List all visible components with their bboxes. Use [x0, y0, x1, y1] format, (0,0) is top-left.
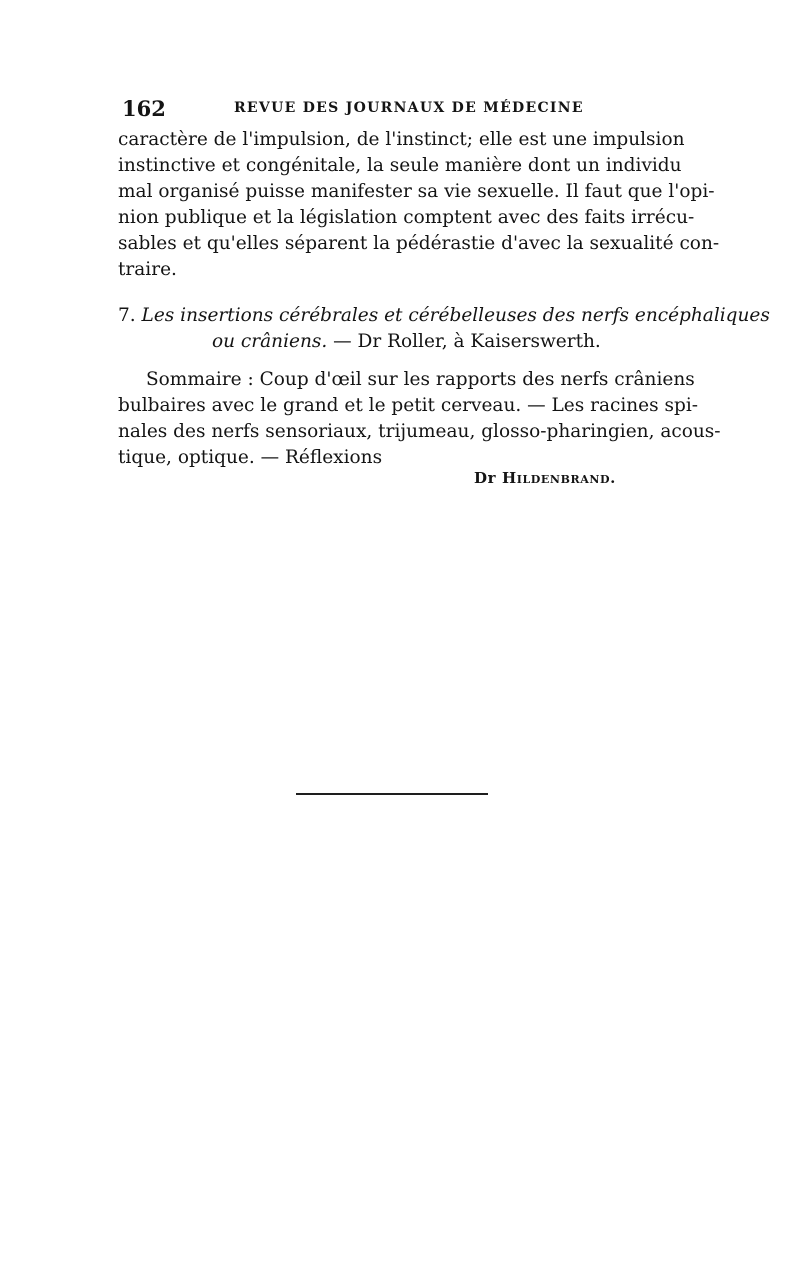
paragraph-line: nion publique et la législation comptent avec des faits irrécu-	[118, 207, 695, 228]
signature-name: Hildenbrand.	[501, 469, 616, 487]
summary-line: bulbaires avec le grand et le petit cerveau. — Les racines spi-	[118, 395, 699, 416]
paragraph-line: instinctive et congénitale, la seule manière dont un individu	[118, 155, 682, 176]
item-title: Les insertions cérébrales et cérébelleuses des nerfs encéphaliques	[141, 305, 770, 326]
item-number: 7.	[118, 305, 136, 326]
running-title: REVUE DES JOURNAUX DE MÉDECINE	[234, 100, 584, 116]
paragraph-line: sables et qu'elles séparent la pédérastie d'avec la sexualité con-	[118, 233, 720, 254]
signature-prefix: Dr	[474, 469, 502, 487]
item-title-line	[118, 303, 770, 329]
signature	[474, 469, 616, 487]
item-author: — Dr Roller, à Kaiserswerth.	[333, 331, 601, 352]
section-divider	[296, 793, 488, 795]
item-title-continued: ou crâniens.	[212, 331, 328, 352]
summary-line: nales des nerfs sensoriaux, trijumeau, glosso-pharingien, acous-	[118, 421, 721, 442]
item-title-line	[212, 329, 678, 355]
page-header	[122, 96, 678, 122]
summary-line: Sommaire : Coup d'œil sur les rapports des nerfs crâniens	[146, 369, 695, 390]
paragraph-line: traire.	[118, 259, 177, 280]
paragraph-line: mal organisé puisse manifester sa vie sexuelle. Il faut que l'opi-	[118, 181, 715, 202]
page-number: 162	[122, 96, 166, 121]
paragraph-line: caractère de l'impulsion, de l'instinct; elle est une impulsion	[118, 129, 685, 150]
summary-line: tique, optique. — Réflexions	[118, 447, 383, 468]
